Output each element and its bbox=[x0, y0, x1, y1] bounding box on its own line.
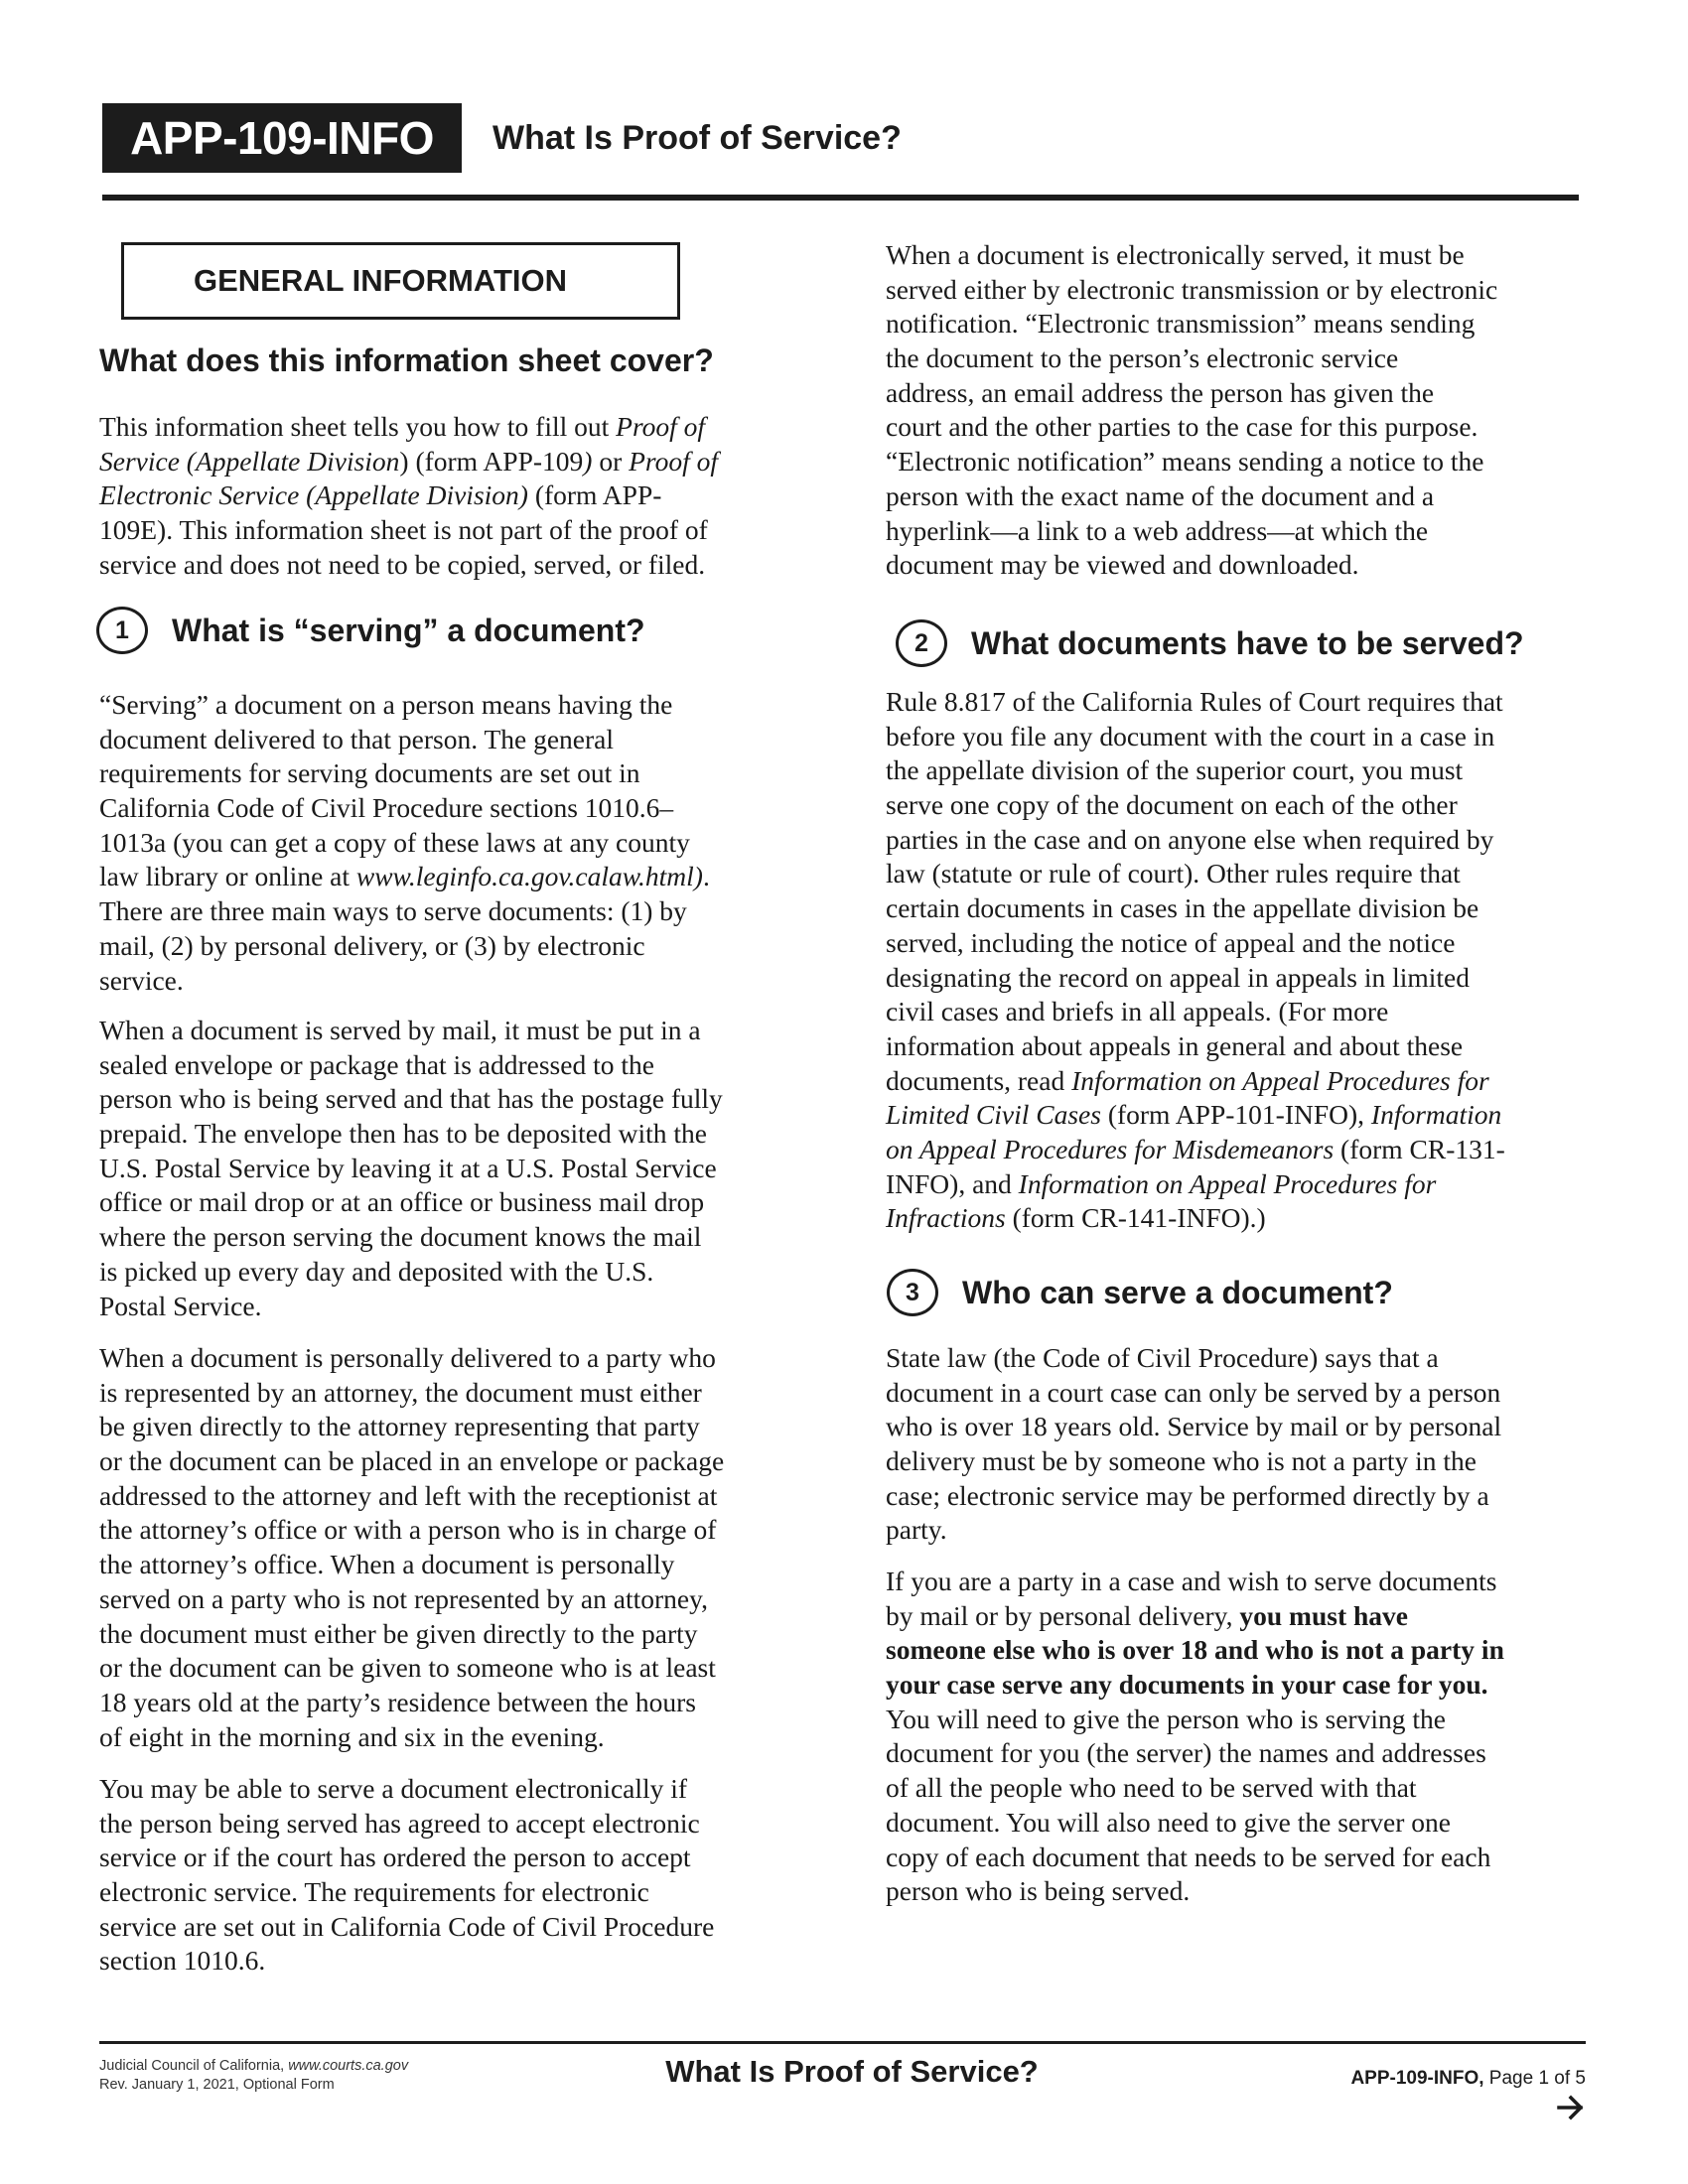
text-line: Postal Service. bbox=[99, 1290, 262, 1321]
text-line: If you are a party in a case and wish to serve documents bbox=[886, 1566, 1497, 1596]
section-3-title: Who can serve a document? bbox=[962, 1275, 1393, 1310]
text-line: be given directly to the attorney representing that party bbox=[99, 1411, 700, 1442]
text-line: or the document can be placed in an envelope or package bbox=[99, 1445, 725, 1477]
text-line: parties in the case and on anyone else when required by bbox=[886, 823, 1494, 855]
footer-org: Judicial Council of California, bbox=[99, 2058, 289, 2074]
text-line: service. bbox=[99, 964, 184, 996]
footer-title: What Is Proof of Service? bbox=[665, 2054, 1039, 2089]
number-circle-icon: 3 bbox=[887, 1269, 938, 1316]
page-title: What Is Proof of Service? bbox=[492, 119, 902, 157]
text-line: who is over 18 years old. Service by mail or by personal bbox=[886, 1411, 1502, 1442]
text-line: person who is being served and that has the postage fully bbox=[99, 1083, 723, 1115]
text-line: is represented by an attorney, the document must either bbox=[99, 1376, 702, 1408]
text-line: of all the people who need to be served with that bbox=[886, 1772, 1417, 1804]
text-line: document. You will also need to give the server one bbox=[886, 1806, 1451, 1838]
text-line: document for you (the server) the names and addresses bbox=[886, 1737, 1486, 1769]
text-line: or the document can be given to someone who is at least bbox=[99, 1652, 716, 1684]
text-line: mail, (2) by personal delivery, or (3) by electronic bbox=[99, 929, 645, 961]
text-line: When a document is electronically served, it must be bbox=[886, 239, 1465, 270]
text-line: Rule 8.817 of the California Rules of Court requires that bbox=[886, 686, 1503, 717]
text-line: service are set out in California Code of Civil Procedure bbox=[99, 1910, 715, 1942]
footer-revision: Rev. January 1, 2021, Optional Form bbox=[99, 2077, 335, 2093]
footer-page-number: Page 1 of 5 bbox=[1483, 2068, 1586, 2089]
text-line: Electronic Service (Appellate Division) (form APP- bbox=[99, 479, 662, 511]
text-line: service and does not need to be copied, served, or filed. bbox=[99, 548, 706, 580]
text-line: by mail or by personal delivery, you must have bbox=[886, 1599, 1408, 1631]
text-line: party. bbox=[886, 1514, 947, 1546]
section-3-paragraph-2 bbox=[886, 1565, 1504, 1909]
text-line: sealed envelope or package that is addressed to the bbox=[99, 1048, 654, 1080]
section-1-paragraph-1 bbox=[99, 688, 710, 998]
text-line: addressed to the attorney and left with the receptionist at bbox=[99, 1479, 718, 1511]
section-1-paragraph-2 bbox=[99, 1014, 723, 1323]
text-line: document may be viewed and downloaded. bbox=[886, 549, 1359, 581]
text-line: case; electronic service may be performed directly by a bbox=[886, 1479, 1489, 1511]
general-information-box: GENERAL INFORMATION bbox=[121, 242, 680, 320]
text-line: of eight in the morning and six in the evening. bbox=[99, 1720, 605, 1752]
text-line: address, an email address the person has given the bbox=[886, 376, 1435, 408]
section-1-paragraph-3 bbox=[99, 1341, 724, 1754]
text-line: someone else who is over 18 and who is not a party in bbox=[886, 1634, 1504, 1666]
text-line: certain documents in cases in the appellate division be bbox=[886, 892, 1479, 924]
text-line: the document to the person’s electronic service bbox=[886, 342, 1399, 374]
text-line: “Serving” a document on a person means having the bbox=[99, 689, 673, 720]
text-line: document delivered to that person. The general bbox=[99, 723, 614, 754]
text-line: State law (the Code of Civil Procedure) says that a bbox=[886, 1342, 1439, 1373]
text-line: your case serve any documents in your case for you. bbox=[886, 1669, 1488, 1701]
text-line: There are three main ways to serve documents: (1) by bbox=[99, 895, 687, 927]
text-line: copy of each document that needs to be served for each bbox=[886, 1841, 1491, 1872]
section-1-paragraph-4 bbox=[99, 1772, 714, 1979]
section-1-title: What is “serving” a document? bbox=[172, 613, 645, 648]
form-id-badge: APP-109-INFO bbox=[102, 103, 462, 173]
text-line: the attorney’s office or with a person who is in charge of bbox=[99, 1514, 717, 1546]
text-line: on Appeal Procedures for Misdemeanors (form CR-131- bbox=[886, 1133, 1505, 1164]
section-3-paragraph-1 bbox=[886, 1341, 1501, 1548]
number-circle-icon: 1 bbox=[96, 607, 148, 654]
text-line: California Code of Civil Procedure sections 1010.6– bbox=[99, 792, 674, 824]
arrow-right-icon[interactable] bbox=[1556, 2093, 1586, 2122]
text-line: designating the record on appeal in appeals in limited bbox=[886, 961, 1471, 993]
text-line: information about appeals in general and about these bbox=[886, 1029, 1464, 1061]
number-circle-icon: 2 bbox=[896, 619, 947, 667]
text-line: law library or online at www.leginfo.ca.gov.calaw.html). bbox=[99, 861, 710, 892]
text-line: the attorney’s office. When a document is personally bbox=[99, 1549, 675, 1580]
text-line: 18 years old at the party’s residence between the hours bbox=[99, 1686, 696, 1717]
section-1-paragraph-5 bbox=[886, 238, 1497, 583]
text-line: serve one copy of the document on each of the other bbox=[886, 789, 1458, 821]
text-line: person who is being served. bbox=[886, 1875, 1191, 1907]
text-line: 1013a (you can get a copy of these laws at any county bbox=[99, 826, 690, 858]
text-line: notification. “Electronic transmission” means sending bbox=[886, 308, 1476, 340]
header-divider bbox=[102, 195, 1579, 201]
section-3-heading bbox=[887, 1268, 1393, 1317]
text-line: electronic service. The requirements for electronic bbox=[99, 1876, 649, 1908]
text-line: prepaid. The envelope then has to be deposited with the bbox=[99, 1118, 707, 1150]
text-line: office or mail drop or at an office or business mail drop bbox=[99, 1186, 705, 1218]
text-line: section 1010.6. bbox=[99, 1945, 266, 1977]
text-line: before you file any document with the court in a case in bbox=[886, 720, 1495, 751]
text-line: where the person serving the document knows the mail bbox=[99, 1221, 702, 1253]
text-line: delivery must be by someone who is not a party in the bbox=[886, 1445, 1477, 1477]
text-line: person with the exact name of the document and a bbox=[886, 479, 1435, 511]
text-line: Limited Civil Cases (form APP-101-INFO), Information bbox=[886, 1099, 1502, 1131]
text-line: When a document is served by mail, it must be put in a bbox=[99, 1015, 701, 1045]
text-line: “Electronic notification” means sending a notice to the bbox=[886, 446, 1484, 478]
text-line: Service (Appellate Division) (form APP-109) or Proof of bbox=[99, 445, 719, 477]
text-line: Infractions (form CR-141-INFO).) bbox=[886, 1202, 1266, 1234]
text-line: law (statute or rule of court). Other rules require that bbox=[886, 858, 1461, 889]
footer-org-url[interactable]: www.courts.ca.gov bbox=[288, 2058, 409, 2074]
section-1-heading bbox=[96, 606, 645, 655]
text-line: document in a court case can only be served by a person bbox=[886, 1376, 1501, 1408]
footer-divider bbox=[99, 2041, 1586, 2044]
footer-form-id: APP-109-INFO, bbox=[1350, 2068, 1484, 2089]
text-line: the person being served has agreed to accept electronic bbox=[99, 1807, 700, 1839]
text-line: served on a party who is not represented by an attorney, bbox=[99, 1582, 708, 1614]
text-line: served either by electronic transmission or by electronic bbox=[886, 273, 1498, 305]
footer-page-info bbox=[1350, 2067, 1586, 2091]
text-line: service or if the court has ordered the person to accept bbox=[99, 1842, 691, 1873]
text-line: INFO), and Information on Appeal Procedures for bbox=[886, 1167, 1437, 1199]
section-2-heading bbox=[896, 618, 1524, 668]
text-line: You will need to give the person who is serving the bbox=[886, 1703, 1446, 1734]
text-line: U.S. Postal Service by leaving it at a U.S. Postal Service bbox=[99, 1152, 717, 1183]
section-2-paragraph-1 bbox=[886, 685, 1505, 1236]
text-line: the appellate division of the superior court, you must bbox=[886, 754, 1464, 786]
text-line: the document must either be given directly to the party bbox=[99, 1617, 698, 1649]
text-line: You may be able to serve a document electronically if bbox=[99, 1773, 688, 1804]
text-line: hyperlink—a link to a web address—at which the bbox=[886, 514, 1429, 546]
text-line: requirements for serving documents are set out in bbox=[99, 757, 640, 789]
text-line: civil cases and briefs in all appeals. (For more bbox=[886, 996, 1389, 1027]
text-line: served, including the notice of appeal and the notice bbox=[886, 926, 1456, 958]
text-line: 109E). This information sheet is not part of the proof of bbox=[99, 514, 708, 546]
text-line: documents, read Information on Appeal Procedures for bbox=[886, 1064, 1489, 1096]
text-line: is picked up every day and deposited with the U.S. bbox=[99, 1255, 654, 1287]
intro-paragraph bbox=[99, 410, 718, 582]
intro-heading: What does this information sheet cover? bbox=[99, 342, 714, 378]
text-line: This information sheet tells you how to fill out Proof of bbox=[99, 411, 706, 442]
text-line: When a document is personally delivered to a party who bbox=[99, 1342, 716, 1373]
text-line: court and the other parties to the case for this purpose. bbox=[886, 411, 1478, 443]
section-2-title: What documents have to be served? bbox=[971, 625, 1524, 661]
